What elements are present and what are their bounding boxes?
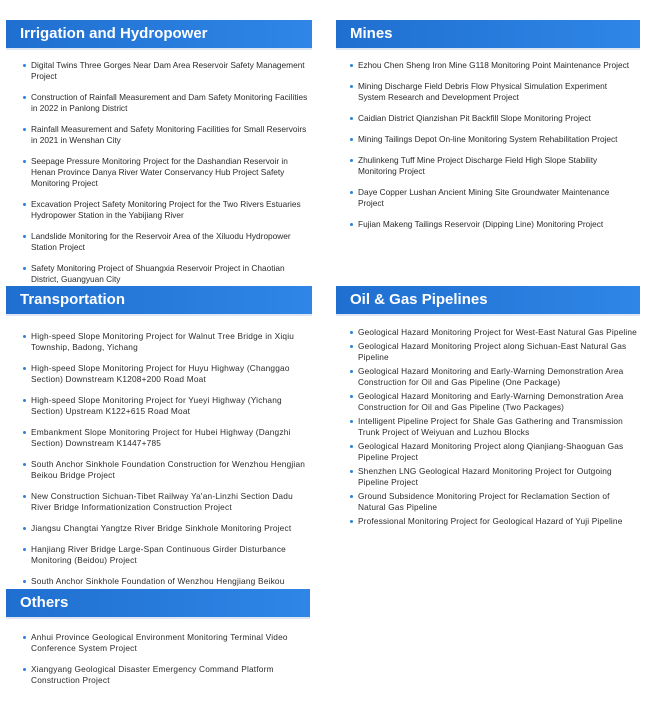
bullet-icon	[23, 64, 26, 67]
list-mines	[349, 60, 634, 230]
list-item	[22, 544, 312, 566]
list-item	[22, 491, 312, 513]
list-item-text: Safety Monitoring Project of Shuangxia Reservoir Project in Chaotian District, Guangyuan City	[31, 263, 285, 284]
bullet-icon	[23, 235, 26, 238]
bullet-icon	[350, 159, 353, 162]
list-item-text: Ezhou Chen Sheng Iron Mine G118 Monitoring Point Maintenance Project	[358, 60, 630, 70]
list-item	[22, 459, 312, 481]
bullet-icon	[23, 527, 26, 530]
list-item	[349, 441, 637, 463]
list-item-text: Mining Tailings Depot On-line Monitoring System Rehabilitation Project	[358, 134, 618, 144]
list-item-text: South Anchor Sinkhole Foundation Construction for Wenzhou Hengjian Beikou Bridge Project	[31, 459, 306, 480]
list-item-text: Xiangyang Geological Disaster Emergency Command Platform Construction Project	[31, 664, 274, 685]
list-item-text: Zhulinkeng Tuff Mine Project Discharge Field High Slope Stability Monitoring Project	[358, 155, 598, 176]
list-oilgas	[349, 327, 637, 527]
list-item	[349, 81, 634, 103]
bullet-icon	[23, 580, 26, 583]
list-item-text: Geological Hazard Monitoring Project along Qianjiang-Shaoguan Gas Pipeline Project	[358, 441, 624, 462]
bullet-icon	[350, 117, 353, 120]
list-irrigation	[22, 60, 308, 285]
bullet-icon	[350, 64, 353, 67]
list-item	[349, 416, 637, 438]
bullet-icon	[350, 191, 353, 194]
bullet-icon	[350, 520, 353, 523]
bullet-icon	[350, 331, 353, 334]
list-item-text: Geological Hazard Monitoring and Early-Warning Demonstration Area Construction for Oil and Gas Pipeline (One Package)	[358, 366, 624, 387]
list-item-text: Intelligent Pipeline Project for Shale Gas Gathering and Transmission Trunk Project of Weiyuan and Luzhou Blocks	[358, 416, 623, 437]
list-item	[22, 231, 308, 253]
list-item	[349, 60, 634, 71]
list-item-text: Geological Hazard Monitoring Project for West-East Natural Gas Pipeline	[358, 327, 637, 337]
bullet-icon	[23, 668, 26, 671]
list-item-text: New Construction Sichuan-Tibet Railway Ya'an-Linzhi Section Dadu River Bridge Informationization Construction Project	[31, 491, 293, 512]
list-item	[349, 366, 637, 388]
bullet-icon	[23, 367, 26, 370]
list-item	[349, 491, 637, 513]
bullet-icon	[23, 636, 26, 639]
list-item-text: Excavation Project Safety Monitoring Project for the Two Rivers Estuaries Hydropower Station in the Yabijiang River	[31, 199, 301, 220]
list-item	[349, 113, 634, 124]
bullet-icon	[350, 138, 353, 141]
list-item	[22, 523, 312, 534]
list-item	[349, 187, 634, 209]
bullet-icon	[23, 463, 26, 466]
list-item	[349, 466, 637, 488]
bullet-icon	[23, 160, 26, 163]
list-item-text: Landslide Monitoring for the Reservoir Area of the Xiluodu Hydropower Station Project	[31, 231, 291, 252]
bullet-icon	[23, 267, 26, 270]
list-item-text: Jiangsu Changtai Yangtze River Bridge Sinkhole Monitoring Project	[31, 523, 292, 533]
section-title-oilgas: Oil & Gas Pipelines	[336, 286, 640, 314]
section-irrigation	[6, 20, 312, 295]
section-title-transportation: Transportation	[6, 286, 312, 314]
list-item	[22, 427, 312, 449]
list-item	[22, 156, 308, 189]
list-item-text: Mining Discharge Field Debris Flow Physical Simulation Experiment System Research and Development Project	[358, 81, 607, 102]
bullet-icon	[23, 495, 26, 498]
list-item-text: High-speed Slope Monitoring Project for Yueyi Highway (Yichang Section) Upstream K122+615 Road Moat	[31, 395, 282, 416]
bullet-icon	[350, 495, 353, 498]
list-item-text: High-speed Slope Monitoring Project for Huyu Highway (Changgao Section) Downstream K1208+200 Road Moat	[31, 363, 290, 384]
list-others	[22, 632, 312, 686]
list-item	[349, 516, 637, 527]
section-title-others: Others	[6, 589, 310, 617]
list-item-text: Geological Hazard Monitoring and Early-Warning Demonstration Area Construction for Oil and Gas Pipeline (Two Packages)	[358, 391, 624, 412]
list-item	[349, 219, 634, 230]
bullet-icon	[23, 335, 26, 338]
bullet-icon	[23, 399, 26, 402]
list-item	[22, 263, 308, 285]
bullet-icon	[350, 395, 353, 398]
bullet-icon	[350, 420, 353, 423]
list-item	[22, 124, 308, 146]
list-item	[22, 395, 312, 417]
list-item	[22, 664, 312, 686]
bullet-icon	[350, 370, 353, 373]
list-item	[349, 341, 637, 363]
section-others	[6, 589, 310, 696]
list-item	[349, 134, 634, 145]
bullet-icon	[350, 345, 353, 348]
list-item	[349, 155, 634, 177]
list-transportation	[22, 331, 312, 619]
bullet-icon	[350, 470, 353, 473]
bullet-icon	[23, 548, 26, 551]
list-item	[22, 632, 312, 654]
list-item-text: Embankment Slope Monitoring Project for Hubei Highway (Dangzhi Section) Downstream K1447+785	[31, 427, 291, 448]
list-item	[349, 327, 637, 338]
bullet-icon	[23, 203, 26, 206]
list-item-text: Fujian Makeng Tailings Reservoir (Dipping Line) Monitoring Project	[358, 219, 604, 229]
bullet-icon	[23, 431, 26, 434]
bullet-icon	[350, 223, 353, 226]
list-item-text: Professional Monitoring Project for Geological Hazard of Yuji Pipeline	[358, 516, 623, 526]
section-oilgas	[336, 286, 640, 530]
section-title-irrigation: Irrigation and Hydropower	[6, 20, 312, 48]
list-item-text: Daye Copper Lushan Ancient Mining Site Groundwater Maintenance Project	[358, 187, 610, 208]
list-item-text: Shenzhen LNG Geological Hazard Monitoring Project for Outgoing Pipeline Project	[358, 466, 612, 487]
list-item-text: High-speed Slope Monitoring Project for Walnut Tree Bridge in Xiqiu Township, Badong, Yichang	[31, 331, 295, 352]
list-item-text: Geological Hazard Monitoring Project along Sichuan-East Natural Gas Pipeline	[358, 341, 627, 362]
list-item	[22, 199, 308, 221]
bullet-icon	[23, 128, 26, 131]
list-item	[22, 363, 312, 385]
list-item-text: Caidian District Qianzishan Pit Backfill Slope Monitoring Project	[358, 113, 591, 123]
section-title-mines: Mines	[336, 20, 640, 48]
list-item-text: Anhui Province Geological Environment Monitoring Terminal Video Conference System Project	[31, 632, 288, 653]
list-item-text: Rainfall Measurement and Safety Monitoring Facilities for Small Reservoirs in 2021 in Wenshan City	[31, 124, 307, 145]
list-item	[22, 60, 308, 82]
section-mines	[336, 20, 640, 240]
list-item	[22, 92, 308, 114]
list-item	[22, 331, 312, 353]
bullet-icon	[350, 85, 353, 88]
list-item-text: Seepage Pressure Monitoring Project for the Dashandian Reservoir in Henan Province Danya River Water Conservancy Hub Project Safety Monitoring Project	[31, 156, 288, 188]
list-item-text: Construction of Rainfall Measurement and Dam Safety Monitoring Facilities in 2022 in Panlong District	[31, 92, 308, 113]
bullet-icon	[23, 96, 26, 99]
list-item-text: Hanjiang River Bridge Large-Span Continuous Girder Disturbance Monitoring (Beidou) Project	[31, 544, 286, 565]
list-item-text: Digital Twins Three Gorges Near Dam Area Reservoir Safety Management Project	[31, 60, 305, 81]
list-item	[349, 391, 637, 413]
list-item-text: Ground Subsidence Monitoring Project for Reclamation Section of Natural Gas Pipeline	[358, 491, 610, 512]
section-transportation	[6, 286, 312, 629]
bullet-icon	[350, 445, 353, 448]
list-item-text: South Anchor Sinkhole Foundation of Wenzhou Hengjiang Beikou	[31, 576, 285, 586]
